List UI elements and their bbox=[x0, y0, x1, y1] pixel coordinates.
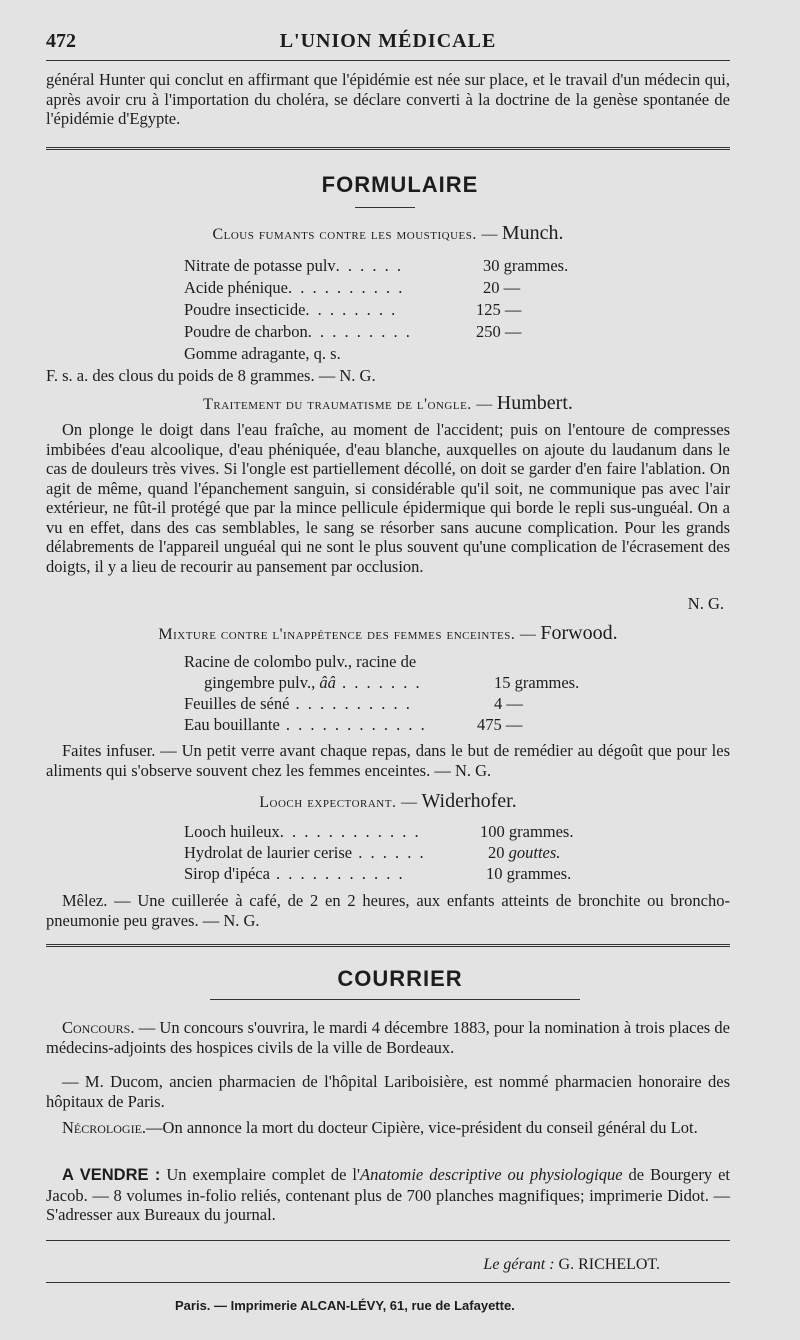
ingredient-line: Feuilles de séné . . . . . . . . . . bbox=[184, 694, 412, 713]
recipe-author: Widerhofer. bbox=[421, 790, 517, 812]
ingredient-line: Looch huileux. . . . . . . . . . . . bbox=[184, 822, 421, 841]
recipe-name: Looch expectorant. — bbox=[259, 794, 418, 811]
ingredient-line: Poudre de charbon. . . . . . . . . bbox=[184, 322, 412, 341]
ingredient-quantity: 4 — bbox=[494, 694, 523, 713]
intro-paragraph: général Hunter qui conclut en affirmant que l'épidémie est née sur place, et le travail d'un médecin qui, après avoir cru à l'importation du choléra, se déclare converti à la doctrine de la genèse spontanée de l'épidémie d'Egypte. bbox=[46, 70, 730, 128]
ingredient-quantity: 20 — bbox=[483, 278, 521, 297]
ingredient-name: Eau bouillante bbox=[184, 715, 280, 734]
ingredient-quantity: 475 — bbox=[477, 715, 523, 734]
journal-title: L'UNION MÉDICALE bbox=[279, 30, 497, 52]
gerant-line bbox=[483, 1256, 660, 1274]
ingredient-name-italic: ââ bbox=[319, 673, 336, 692]
quantity-unit: gouttes. bbox=[508, 843, 561, 862]
recipe-note: Faites infuser. — Un petit verre avant chaque repas, dans le but de remédier au dégoût que pour les aliments qui s'observe souvent chez les femmes enceintes. — N. G. bbox=[46, 741, 730, 780]
ingredient-name: Hydrolat de laurier cerise bbox=[184, 843, 353, 862]
ingredient-name: Sirop d'ipéca bbox=[184, 864, 270, 883]
section-heading-courrier: COURRIER bbox=[337, 966, 463, 991]
news-item bbox=[46, 1018, 730, 1057]
recipe-author: Munch. bbox=[501, 222, 564, 244]
gerant-label: Le gérant : bbox=[483, 1256, 555, 1273]
recipe-title bbox=[46, 790, 730, 813]
quantity-value: 20 bbox=[488, 843, 505, 862]
news-text-italic: Anatomie descriptive ou physiologique bbox=[360, 1165, 623, 1184]
ingredient-line: Nitrate de potasse pulv. . . . . . bbox=[184, 256, 404, 275]
ingredient-name: Looch huileux bbox=[184, 822, 280, 841]
ingredient-line: Hydrolat de laurier cerise . . . . . . bbox=[184, 843, 426, 862]
ingredient-line: Sirop d'ipéca . . . . . . . . . . . bbox=[184, 864, 405, 883]
ingredient-quantity bbox=[488, 843, 560, 863]
news-item bbox=[46, 1072, 730, 1111]
ingredient-quantity: 30 grammes. bbox=[483, 256, 569, 275]
recipe-author: Forwood. bbox=[540, 622, 618, 644]
ingredient-line: Poudre insecticide. . . . . . . . bbox=[184, 300, 398, 319]
recipe-author: Humbert. bbox=[496, 392, 573, 414]
page-number: 472 bbox=[46, 30, 76, 52]
news-lead: Concours. bbox=[62, 1018, 135, 1037]
ingredient-line: Acide phénique. . . . . . . . . . bbox=[184, 278, 405, 297]
ingredient-line: gingembre pulv., ââ . . . . . . . bbox=[204, 673, 422, 692]
heading-underline bbox=[210, 999, 580, 1000]
recipe-title bbox=[46, 622, 730, 645]
ingredient-quantity: 125 — bbox=[476, 300, 522, 319]
news-text: Un exemplaire complet de l' bbox=[160, 1165, 360, 1184]
header-rule bbox=[46, 60, 730, 61]
news-text: —On annonce la mort du docteur Cipière, vice-président du conseil général du Lot. bbox=[146, 1118, 698, 1137]
recipe-name: Traitement du traumatisme de l'ongle. — bbox=[203, 396, 493, 413]
section-double-rule bbox=[46, 944, 730, 947]
ingredient-name: Feuilles de séné bbox=[184, 694, 290, 713]
section-double-rule bbox=[46, 147, 730, 150]
ingredient-quantity: 10 grammes. bbox=[486, 864, 572, 883]
gerant-name: G. RICHELOT. bbox=[558, 1256, 660, 1273]
recipe-note: Mêlez. — Une cuillerée à café, de 2 en 2 heures, aux enfants atteints de bronchite ou broncho-pneumonie peu graves. — N. G. bbox=[46, 891, 730, 930]
recipe-name: Clous fumants contre les moustiques. — bbox=[212, 226, 498, 243]
closing-rule bbox=[46, 1282, 730, 1283]
ingredient-quantity: 250 — bbox=[476, 322, 522, 341]
ingredient-line: Eau bouillante . . . . . . . . . . . . bbox=[184, 715, 427, 734]
recipe-title bbox=[46, 222, 730, 245]
recipe-paragraph: On plonge le doigt dans l'eau fraîche, au moment de l'accident; puis on l'entoure de compresses imbibées d'eau alcoolique, d'eau phéniquée, d'eau blanche, auxquelles on ajoute du laudanum dans le cas de douleurs très vives. Si l'ongle est partiellement décollé, on doit se garder d'en faire l'ablation. On agit de même, quand l'épanchement sanguin, si considérable qu'il soit, ne communique pas avec l'air extérieur, ne fût-il protégé que par la mince pellicule épidermique qui borde le repli sus-unguéal. On a vu en effet, dans des cas semblables, le sang se résorber sans aucune complication. Pour les grands délabrements de l'appareil unguéal qui ne sont le plus souvent qu'une complication de l'écrasement des doigts, il y a lieu de recourir au pansement par occlusion. bbox=[46, 420, 730, 576]
page-header bbox=[46, 30, 730, 58]
ingredient-line: Racine de colombo pulv., racine de bbox=[184, 652, 417, 671]
news-item bbox=[46, 1165, 730, 1225]
news-text: — Un concours s'ouvrira, le mardi 4 décembre 1883, pour la nomination à trois places de médecins-adjoints des hospices civils de la ville de Bordeaux. bbox=[46, 1018, 730, 1057]
recipe-signature: N. G. bbox=[687, 594, 724, 613]
closing-rule bbox=[46, 1240, 730, 1241]
printer-footer: Paris. — Imprimerie ALCAN-LÉVY, 61, rue de Lafayette. bbox=[175, 1298, 515, 1313]
heading-underline bbox=[355, 207, 415, 208]
news-lead: Nécrologie. bbox=[62, 1118, 147, 1137]
recipe-name: Mixture contre l'inappétence des femmes enceintes. — bbox=[158, 626, 537, 643]
ingredient-name: Nitrate de potasse pulv bbox=[184, 256, 336, 275]
ingredient-quantity: 15 grammes. bbox=[494, 673, 580, 692]
news-lead: A VENDRE : bbox=[62, 1166, 161, 1184]
recipe-note: F. s. a. des clous du poids de 8 grammes. — N. G. bbox=[46, 366, 376, 385]
ingredient-name: Poudre insecticide bbox=[184, 300, 306, 319]
news-text: — M. Ducom, ancien pharmacien de l'hôpital Lariboisière, est nommé pharmacien honoraire des hôpitaux de Paris. bbox=[46, 1072, 730, 1111]
ingredient-name: Poudre de charbon bbox=[184, 322, 308, 341]
ingredient-line: Gomme adragante, q. s. bbox=[184, 344, 341, 363]
ingredient-name: gingembre pulv., bbox=[204, 673, 320, 692]
news-item bbox=[46, 1118, 730, 1138]
news-text: de Bourgery et Jacob. — 8 volumes in-folio reliés, contenant plus de 700 planches magnifiques; imprimerie Didot. — S'adresser aux Bureaux du journal. bbox=[46, 1165, 730, 1224]
ingredient-quantity: 100 grammes. bbox=[480, 822, 574, 841]
ingredient-name: Acide phénique bbox=[184, 278, 289, 297]
recipe-title bbox=[46, 392, 730, 415]
section-heading-formulaire: FORMULAIRE bbox=[321, 172, 479, 197]
